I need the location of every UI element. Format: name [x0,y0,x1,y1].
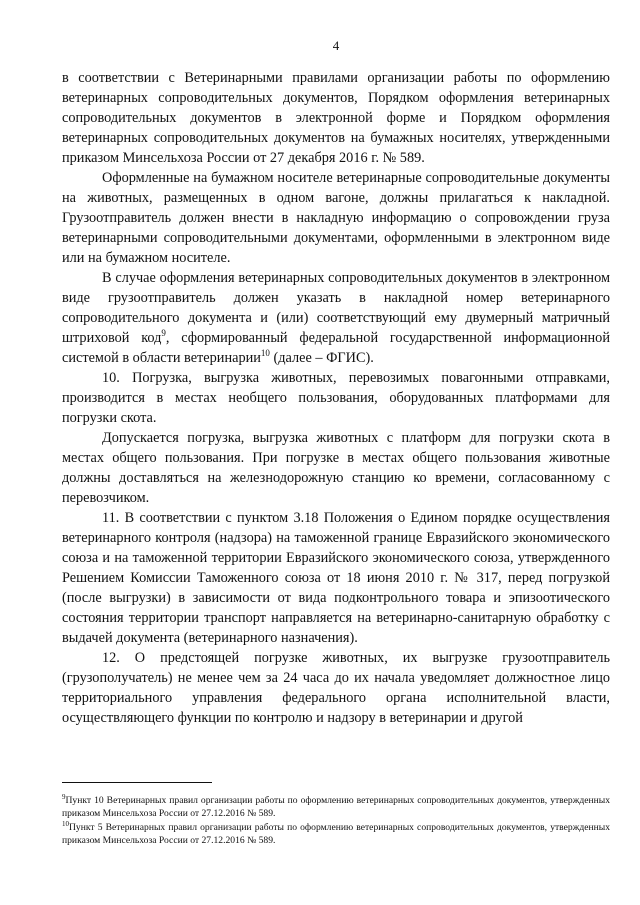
footnote-9-mark: 9 [62,792,66,801]
footnote-separator [62,782,212,783]
footnote-ref-10[interactable]: 10 [260,348,270,359]
footnote-10-mark: 10 [62,819,69,828]
paragraph-3-part-c: (далее – ФГИС). [269,350,374,366]
footnote-9-text: Пункт 10 Ветеринарных правил организации работы по оформлению ветеринарных сопроводительных документов, утвержденных приказом Минсельхоза России от 27.12.2016 № 589. [62,795,610,819]
paragraph-3 [62,268,610,368]
paragraph-item-10: 10. Погрузка, выгрузка животных, перевозимых повагонными отправками, производится в местах необщего пользования, оборудованных платформами для погрузки скота. [62,370,610,426]
paragraph-item-12: 12. О предстоящей погрузке животных, их выгрузке грузоотправитель (грузополучатель) не менее чем за 24 часа до их начала уведомляет должностное лицо территориального управления федерального органа исполнительной власти, осуществляющего функции по контролю и надзору в ветеринарии и другой [62,650,610,726]
footnote-ref-9[interactable]: 9 [161,328,166,339]
footnote-10-text: Пункт 5 Ветеринарных правил организации работы по оформлению ветеринарных сопроводительных документов, утвержденных приказом Минсельхоза России от 27.12.2016 № 589. [62,822,610,846]
paragraph-5: Допускается погрузка, выгрузка животных с платформ для погрузки скота в местах общего пользования. При погрузке в местах общего пользования животные должны доставляться на железнодорожную станцию ко времени, согласованному с перевозчиком. [62,430,610,506]
paragraph-2: Оформленные на бумажном носителе ветеринарные сопроводительные документы на животных, размещенных в одном вагоне, должны прилагаться к накладной. Грузоотправитель должен внести в накладную информацию о сопровождении груза ветеринарными сопроводительными документами, оформленными в электронном виде или на бумажном носителе. [62,170,610,266]
paragraph-3-part-b: , сформированный федеральной государственной информационной системой в области ветеринарии [62,330,610,366]
footnote-9 [62,792,610,820]
footnote-10 [62,819,610,847]
footnotes [62,792,610,849]
paragraph-3-part-a: В случае оформления ветеринарных сопроводительных документов в электронном виде грузоотправитель должен указать в накладной номер ветеринарного сопроводительного документа и (или) соответствующий ему двумерный матричный штриховой код [62,270,610,346]
paragraph-1: в соответствии с Ветеринарными правилами организации работы по оформлению ветеринарных сопроводительных документов, Порядком оформления ветеринарных сопроводительных документов в электронной форме и Порядком оформления ветеринарных сопроводительных документов на бумажных носителях, утвержденными приказом Минсельхоза России от 27 декабря 2016 г. № 589. [62,70,610,166]
paragraph-item-11: 11. В соответствии с пунктом 3.18 Положения о Едином порядке осуществления ветеринарного контроля (надзора) на таможенной границе Евразийского экономического союза и на таможенной территории Евразийского экономического союза, утвержденного Решением Комиссии Таможенного союза от 18 июня 2010 г. № 317, перед погрузкой (после выгрузки) в зависимости от вида подконтрольного товара и эпизоотического состояния территории транспорт направляется на ветеринарно-санитарную обработку с выдачей документа (ветеринарного назначения). [62,510,610,646]
page-number: 4 [332,38,340,53]
